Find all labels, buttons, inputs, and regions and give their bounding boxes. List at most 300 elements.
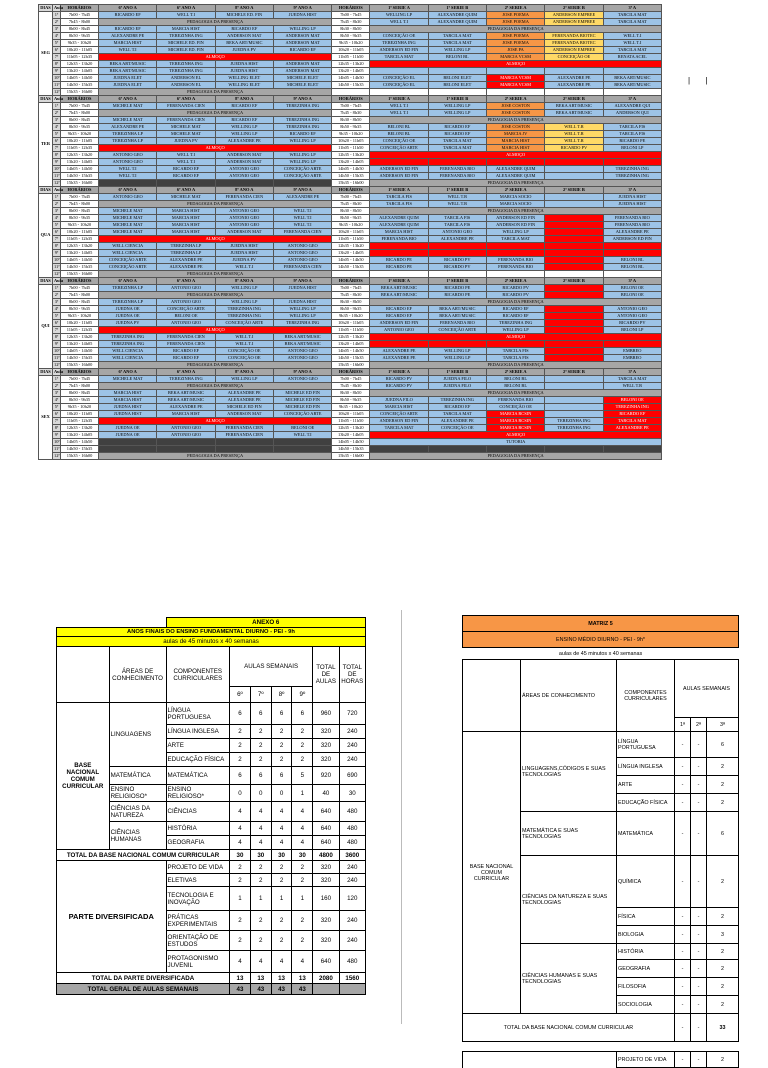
schedule-cell: BEKA ART/MUSIC [428, 313, 486, 320]
schedule-cell: JOSE COSTON [486, 124, 544, 131]
schedule-row [39, 82, 662, 89]
schedule-cell: WELL T.I [603, 33, 661, 40]
schedule-cell: BELONI BL [486, 383, 544, 390]
schedule-cell: CONCEIÇÃO EL [370, 75, 428, 82]
schedule-grade-header: 9º ANO A [273, 5, 331, 12]
annex6-component: LÍNGUA PORTUGUESA [166, 703, 230, 725]
annex6-total-horas: 240 [339, 861, 365, 874]
schedule-cell: TARCILA MAT [428, 411, 486, 418]
schedule-cell: WELLING LP [428, 47, 486, 54]
schedule-header-days: DIAS [40, 95, 51, 101]
schedule-aula-number: 6ª [53, 229, 61, 236]
matriz5-col-area: ÁREAS DE CONHECIMENTO [521, 660, 617, 732]
schedule-aula-number: 1ª [53, 285, 61, 292]
schedule-cell: WELL CIENCIA [99, 355, 157, 362]
schedule-cell: WELL T.R [428, 201, 486, 208]
schedule-row [39, 439, 662, 446]
schedule-cell: ANDERSON EL [157, 75, 215, 82]
matriz5-component: FÍSICA [617, 908, 675, 926]
schedule-row [39, 61, 662, 68]
annex6-value: 4 [292, 822, 313, 836]
schedule-row [39, 355, 662, 362]
schedule-cell: ALEXANDRE QUIM [486, 166, 544, 173]
schedule-grade-header: 2ª SERIE B [545, 96, 603, 103]
schedule-cell: FERENANDA BIOTEC [545, 33, 603, 40]
matriz5-value: 6 [707, 812, 739, 856]
matriz5-value: 2 [707, 960, 739, 978]
schedule-cell: BEKA ART/MUSIC [428, 306, 486, 313]
matriz5-component: QUÍMICA [617, 856, 675, 908]
schedule-aula-number: 3ª [53, 117, 61, 124]
schedule-time: 10h20 - 11h05 [61, 320, 99, 327]
schedule-cell: ANTONIO GEO [99, 152, 157, 159]
annex6-total-aulas: 320 [313, 753, 339, 767]
schedule-cell [428, 159, 486, 166]
annex6-value: 6 [271, 703, 292, 725]
schedule-cell [545, 397, 603, 404]
schedule-time: 15h35 - 16h00 [61, 89, 99, 96]
schedule-cell: ALEXANDRE PE [157, 404, 215, 411]
schedule-cell: WELL T.I [215, 334, 273, 341]
annex6-value: 1 [292, 785, 313, 802]
schedule-row [39, 110, 662, 117]
annex6-total-aulas: 320 [313, 739, 339, 753]
schedule-cell: RICARDO PE [370, 257, 428, 264]
schedule-time: 11h05 - 12h35 [61, 418, 99, 425]
schedule-cell: TEREZINHA ING [273, 124, 331, 131]
schedule-cell: MICHELE MAT [157, 194, 215, 201]
schedule-grade-header: 9º ANO A [273, 96, 331, 103]
schedule-cell: WELLING LP [428, 348, 486, 355]
schedule-row [39, 68, 662, 75]
schedule-aula-number: 12ª [54, 452, 60, 458]
schedule-row [39, 33, 662, 40]
schedule-time: 8h30 - 8h50 [332, 208, 370, 215]
schedule-grade-header: 8º ANO A [215, 369, 273, 376]
annex6-total-aulas: 640 [313, 951, 339, 973]
schedule-cell: WELL T.I [273, 208, 331, 215]
schedule-cell: FERENANDA BIO [428, 173, 486, 180]
schedule-cell: JOSE POEMA [486, 33, 544, 40]
schedule-time: 12h35 - 13h20 [61, 243, 99, 250]
schedule-time: 13h20 - 14h05 [61, 432, 99, 439]
schedule-cell: WELLING LP [428, 110, 486, 117]
schedule-cell: ALMOÇO [370, 152, 662, 159]
schedule-cell: ALEXANDRE QUIM [428, 19, 486, 26]
schedule-cell: BELONI LP [603, 145, 661, 152]
schedule-time: 11h05 - 11h50 [332, 327, 370, 334]
schedule-time: 8h50 - 9h35 [332, 124, 370, 131]
schedule-grade-header: 6º ANO A [99, 369, 157, 376]
schedule-row [39, 194, 662, 201]
annex6-title: ANEXO 6 [166, 618, 365, 628]
schedule-cell: WELLING LP [273, 313, 331, 320]
schedule-time: 9h35 - 10h20 [332, 40, 370, 47]
schedule-cell: TARCILA MAT [370, 54, 428, 61]
schedule-cell: JOSE POEMA [486, 19, 544, 26]
schedule-cell [545, 264, 603, 271]
schedule-cell: ANDERSON EL [157, 82, 215, 89]
schedule-grade-header: 8º ANO A [215, 278, 273, 285]
annex6-col-aulas: AULAS SEMANAIS [230, 647, 313, 687]
annex6-value: 4 [250, 951, 271, 973]
schedule-cell: CONCEIÇÃO OE [215, 348, 273, 355]
schedule-cell: TEREZINHA LP [157, 243, 215, 250]
schedule-cell: WELLING LP [370, 12, 428, 19]
schedule-time: 7h45 - 8h00 [61, 383, 99, 390]
schedule-cell: BEKA ART/MUSIC [370, 292, 428, 299]
annex6-area: CIÊNCIAS HUMANAS [109, 822, 166, 850]
schedule-cell: ANTONIO GEO [428, 229, 486, 236]
schedule-cell: ANTONIO GEO [370, 327, 428, 334]
schedule-cell: MARCIA SOCIO [486, 194, 544, 201]
annex6-component: PROJETO DE VIDA [166, 861, 230, 874]
schedule-cell: TEREZINHA ING [603, 173, 661, 180]
schedule-aula-number: 1ª [53, 12, 61, 19]
schedule-aula-number: 3ª [53, 26, 61, 33]
schedule-cell: ALMOÇO [370, 334, 662, 341]
schedule-cell: ANTONIO GEO [99, 159, 157, 166]
schedule-cell: JOSE PA [486, 47, 544, 54]
schedule-time: 7h00 - 7h45 [332, 103, 370, 110]
schedule-aula-number: 11ª [54, 354, 60, 360]
annex6-component: ELETIVAS [166, 874, 230, 887]
schedule-time: 14h50 - 15h35 [61, 82, 99, 89]
schedule-cell [545, 257, 603, 264]
schedule-cell: JUEDNA PV [215, 257, 273, 264]
annex6-col-area: ÁREAS DE CONHECIMENTO [109, 647, 166, 703]
schedule-cell: BEKA ART/MUSIC [545, 103, 603, 110]
schedule-aula-number: 2ª [53, 19, 61, 26]
schedule-row [39, 180, 662, 187]
annex6-total-value: 43 [292, 984, 313, 995]
schedule-cell: TEREZINHA ING [215, 306, 273, 313]
schedule-cell: WELLING LP [486, 229, 544, 236]
schedule-time: 7h00 - 7h45 [61, 12, 99, 19]
annex6-total-horas: 30 [339, 785, 365, 802]
schedule-cell [215, 446, 273, 453]
matriz5-component: LÍNGUA INGLESA [617, 758, 675, 776]
schedule-cell: TEREZINHA ING [157, 33, 215, 40]
annex6-diversificada-label: PARTE DIVERSIFICADA [57, 861, 167, 973]
schedule-cell: WELL T.I [157, 152, 215, 159]
schedule-cell [545, 404, 603, 411]
schedule-aula-number: 5ª [53, 222, 61, 229]
schedule-cell: ANDERSON ED FIN [486, 215, 544, 222]
schedule-cell: RICARDO EF [370, 313, 428, 320]
schedule-cell [545, 222, 603, 229]
schedule-cell: BELONI OE [603, 285, 661, 292]
schedule-cell: WELLING LP [273, 138, 331, 145]
schedule-cell: MICHELE ED FIN [273, 404, 331, 411]
schedule-grade-header: 3ª A [603, 5, 661, 12]
annex6-total-horas: 720 [339, 703, 365, 725]
schedule-row [39, 222, 662, 229]
schedule-grade-header: 8º ANO A [215, 96, 273, 103]
schedule-aula-number: 1ª [53, 376, 61, 383]
schedule-cell: PEDAGOGIA DA PRESENÇA [370, 362, 662, 369]
schedule-cell: ANDERSON ED FIN [370, 166, 428, 173]
matriz5-total-label: TOTAL DA BASE NACIONAL COMUM CURRICULAR [463, 1014, 675, 1042]
schedule-cell: TEREZINHA ING [273, 320, 331, 327]
schedule-cell: JUEDNA PV [157, 138, 215, 145]
matriz5-component: SOCIOLOGIA [617, 996, 675, 1014]
schedule-cell: BEKA ART/MUSIC [273, 341, 331, 348]
matriz5-col-comp: COMPONENTES CURRICULARES [617, 660, 675, 732]
schedule-cell: ANTONIO GEO [157, 285, 215, 292]
schedule-row [39, 418, 662, 425]
schedule-cell: CONCEIÇÃO OE [545, 54, 603, 61]
schedule-cell [603, 271, 661, 278]
schedule-aula-number: 11ª [54, 81, 60, 87]
schedule-row [39, 47, 662, 54]
schedule-grade-header: 3ª A [603, 369, 661, 376]
schedule-cell: WELL T.R [428, 194, 486, 201]
schedule-cell: CONCEIÇÃO EL [370, 82, 428, 89]
schedule-row [39, 404, 662, 411]
annex6-total-value: 13 [271, 973, 292, 984]
schedule-cell: TARCILA MAT [486, 236, 544, 243]
schedule-cell: BELONI BL [486, 376, 544, 383]
schedule-cell: WELLING LP [215, 376, 273, 383]
annex6-total-label: TOTAL DA PARTE DIVERSIFICADA [57, 973, 230, 984]
annex6-value: 1 [271, 887, 292, 911]
schedule-cell: ALEXANDRE PE [157, 257, 215, 264]
schedule-cell: TEREZINHA LP [99, 131, 157, 138]
weekly-schedule-table [38, 4, 662, 460]
annex6-total-value: 43 [271, 984, 292, 995]
schedule-aula-number: 9ª [53, 341, 61, 348]
schedule-grade-header: 9º ANO A [273, 278, 331, 285]
matriz5-component: EDUCAÇÃO FÍSICA [617, 794, 675, 812]
schedule-cell: ANTONIO GEO [157, 320, 215, 327]
matriz5-value: - [675, 856, 691, 908]
schedule-cell [370, 159, 428, 166]
annex6-component: CIÊNCIAS [166, 802, 230, 822]
schedule-cell: RICARDO EF [486, 313, 544, 320]
matriz5-row [463, 732, 739, 758]
schedule-cell: RICARDO EF [157, 355, 215, 362]
schedule-time: 7h45 - 8h30 [332, 19, 370, 26]
schedule-cell: JUEDNA OE [99, 306, 157, 313]
schedule-time: 9h35 - 10h20 [332, 313, 370, 320]
schedule-cell: PEDAGOGIA DA PRESENÇA [99, 89, 332, 96]
schedule-cell: WELLING LP [428, 103, 486, 110]
annex6-value: 2 [250, 911, 271, 931]
schedule-row [39, 411, 662, 418]
schedule-cell: ALEXANDRE QUIM [370, 222, 428, 229]
schedule-header-aula: Aula [54, 186, 64, 192]
schedule-cell [99, 180, 157, 187]
schedule-cell: ANDERSON EMPREE [545, 47, 603, 54]
schedule-time: 12h35 - 13h20 [332, 243, 370, 250]
schedule-cell: ANDERSON MAT [215, 33, 273, 40]
schedule-cell [603, 446, 661, 453]
schedule-row [39, 131, 662, 138]
matriz5-year: 3ª [707, 718, 739, 732]
schedule-grade-header: 6º ANO A [157, 187, 215, 194]
schedule-cell: MARCIA HIST [157, 411, 215, 418]
schedule-time: 12h35 - 13h20 [332, 334, 370, 341]
schedule-cell: ANDERSON ED FIN [370, 47, 428, 54]
schedule-row [39, 264, 662, 271]
schedule-cell: WELL T.I [157, 12, 215, 19]
schedule-cell: ANDERSON MAT [273, 40, 331, 47]
matriz5-value: - [691, 776, 707, 794]
schedule-aula-number: 8ª [53, 152, 61, 159]
schedule-cell [273, 439, 331, 446]
schedule-cell: RICARDO PE [370, 264, 428, 271]
matriz5-year: 2ª [691, 718, 707, 732]
schedule-cell [545, 250, 603, 257]
schedule-cell: RICARDO PE [428, 292, 486, 299]
matriz5-subtitle2: aulas de 45 minutos x 40 semanas [463, 648, 739, 660]
schedule-cell: FERENANDA BIOTEC [545, 40, 603, 47]
schedule-cell: BELONI BL [428, 54, 486, 61]
annex6-total-value: 30 [230, 850, 251, 861]
schedule-cell: CONCEIÇÃO OE [370, 138, 428, 145]
schedule-grade-header: 6º ANO A [99, 187, 157, 194]
schedule-time: 12h35 - 13h20 [332, 425, 370, 432]
schedule-aula-number: 12ª [54, 88, 60, 94]
schedule-row [39, 250, 662, 257]
schedule-cell [428, 250, 486, 257]
annex6-component: ORIENTAÇÃO DE ESTUDOS [166, 931, 230, 951]
schedule-aula-number: 2ª [53, 201, 61, 208]
schedule-cell: ALEXANDRE PE [370, 348, 428, 355]
schedule-cell: ALEXANDRE QUIM [486, 173, 544, 180]
schedule-aula-number: 2ª [53, 292, 61, 299]
schedule-cell [428, 89, 486, 96]
schedule-aula-number: 3ª [53, 390, 61, 397]
schedule-cell: ALMOÇO [99, 236, 332, 243]
schedule-cell: WELLING LP [273, 26, 331, 33]
page-separator [401, 610, 402, 1024]
schedule-time: 15h35 - 16h00 [61, 362, 99, 369]
annex6-area: LINGUAGENS [109, 703, 166, 767]
schedule-cell: ANTONIO GEO [273, 348, 331, 355]
schedule-cell: ALEXANDRE QUI [603, 103, 661, 110]
schedule-cell [603, 159, 661, 166]
schedule-cell: ANTONIO GEO [215, 173, 273, 180]
schedule-cell [545, 306, 603, 313]
schedule-row [39, 376, 662, 383]
schedule-cell: TARCILA MAT [428, 138, 486, 145]
schedule-header-horarios: HORÁRIOS [332, 369, 370, 376]
schedule-row [39, 453, 662, 460]
schedule-time: 7h00 - 7h45 [61, 194, 99, 201]
matriz5-value: - [691, 812, 707, 856]
schedule-cell: ALEXANDRE PE [215, 138, 273, 145]
schedule-cell: MARCIA HIST [99, 397, 157, 404]
schedule-grade-header: 6º ANO A [157, 369, 215, 376]
schedule-time: 8h00 - 8h45 [61, 390, 99, 397]
schedule-cell: RICARDO EF [215, 103, 273, 110]
annex6-value: 2 [230, 874, 251, 887]
schedule-cell: MICHELE ELET [273, 75, 331, 82]
schedule-cell: PEDAGOGIA DA PRESENÇA [370, 453, 662, 460]
schedule-cell: BELONI OE [157, 313, 215, 320]
schedule-header-horarios: HORÁRIOS [332, 5, 370, 12]
schedule-row [39, 201, 662, 208]
schedule-cell: MARCIA JV [486, 131, 544, 138]
schedule-cell: BEKA ART/MUSIC [370, 285, 428, 292]
schedule-cell: JUEDNA HIST [273, 285, 331, 292]
schedule-cell: CONCEIÇÃO ARTE [157, 306, 215, 313]
matriz5-value: - [691, 1052, 707, 1068]
schedule-cell: WELL T.R [545, 138, 603, 145]
schedule-cell: JUEDNA OE [99, 425, 157, 432]
schedule-cell: TUTORIA [370, 439, 662, 446]
annex6-value: 2 [250, 725, 271, 739]
annex6-total-label: TOTAL DA BASE NACIONAL COMUM CURRICULAR [57, 850, 230, 861]
annex6-value: 1 [292, 887, 313, 911]
schedule-grade-header: 1ª SERIE A [370, 5, 428, 12]
annex6-value: 2 [292, 931, 313, 951]
annex6-total-value: 13 [292, 973, 313, 984]
schedule-cell: FERENANDA BIO [603, 222, 661, 229]
annex6-value: 2 [250, 874, 271, 887]
schedule-cell: CONCEIÇÃO ARTE [428, 327, 486, 334]
schedule-cell: ALEXANDRE PE [215, 390, 273, 397]
schedule-header-horarios: HORÁRIOS [61, 96, 99, 103]
schedule-cell: WELL T.I [215, 264, 273, 271]
schedule-aula-number: 3ª [53, 299, 61, 306]
schedule-cell: PEDAGOGIA DA PRESENÇA [99, 362, 332, 369]
schedule-cell [545, 173, 603, 180]
schedule-time: 7h45 - 8h00 [61, 110, 99, 117]
schedule-row [39, 313, 662, 320]
schedule-cell: JUEDNA OE [99, 432, 157, 439]
schedule-cell: MICHELE MAT [99, 103, 157, 110]
schedule-cell: EMBREO [603, 355, 661, 362]
schedule-cell [486, 68, 544, 75]
schedule-time: 9h35 - 10h20 [61, 131, 99, 138]
schedule-cell: ANDERSON MAT [215, 159, 273, 166]
schedule-aula-number: 12ª [54, 179, 60, 185]
schedule-cell [603, 250, 661, 257]
schedule-aula-number: 6ª [53, 138, 61, 145]
schedule-grade-header: 1ª SERIE B [428, 96, 486, 103]
matriz5-value: - [675, 978, 691, 996]
schedule-grade-header: 6º ANO A [99, 96, 157, 103]
schedule-cell: ANDERSON MAT [273, 68, 331, 75]
schedule-cell: MICHELE MAT [157, 131, 215, 138]
matriz5-value: - [675, 926, 691, 944]
matriz5-component: PROJETO DE VIDA [617, 1052, 675, 1068]
matriz5-component: ARTE [617, 776, 675, 794]
schedule-cell: MICHELE ED FIN [273, 390, 331, 397]
schedule-time: 10h20 - 11h05 [332, 320, 370, 327]
schedule-cell: ANTONIO GEO [603, 306, 661, 313]
schedule-grade-header: 2ª SERIE A [486, 5, 544, 12]
schedule-time [332, 271, 370, 278]
schedule-cell: ALMOÇO [99, 327, 332, 334]
schedule-row [39, 229, 662, 236]
schedule-cell: WELL T.I [99, 47, 157, 54]
schedule-aula-number: 6ª [53, 320, 61, 327]
schedule-aula-number: 5ª [53, 404, 61, 411]
schedule-cell: TEREZINHA ING [157, 61, 215, 68]
matriz5-value: 3 [707, 926, 739, 944]
schedule-row [39, 271, 662, 278]
schedule-cell: TEREZINHA ING [157, 68, 215, 75]
schedule-grade-header: 1ª SERIE A [370, 369, 428, 376]
schedule-time: 8h50 - 9h35 [61, 33, 99, 40]
annex6-value: 2 [271, 739, 292, 753]
schedule-cell: FERENANDA BIO [486, 264, 544, 271]
schedule-cell: ANDERSON EMPREE [545, 19, 603, 26]
